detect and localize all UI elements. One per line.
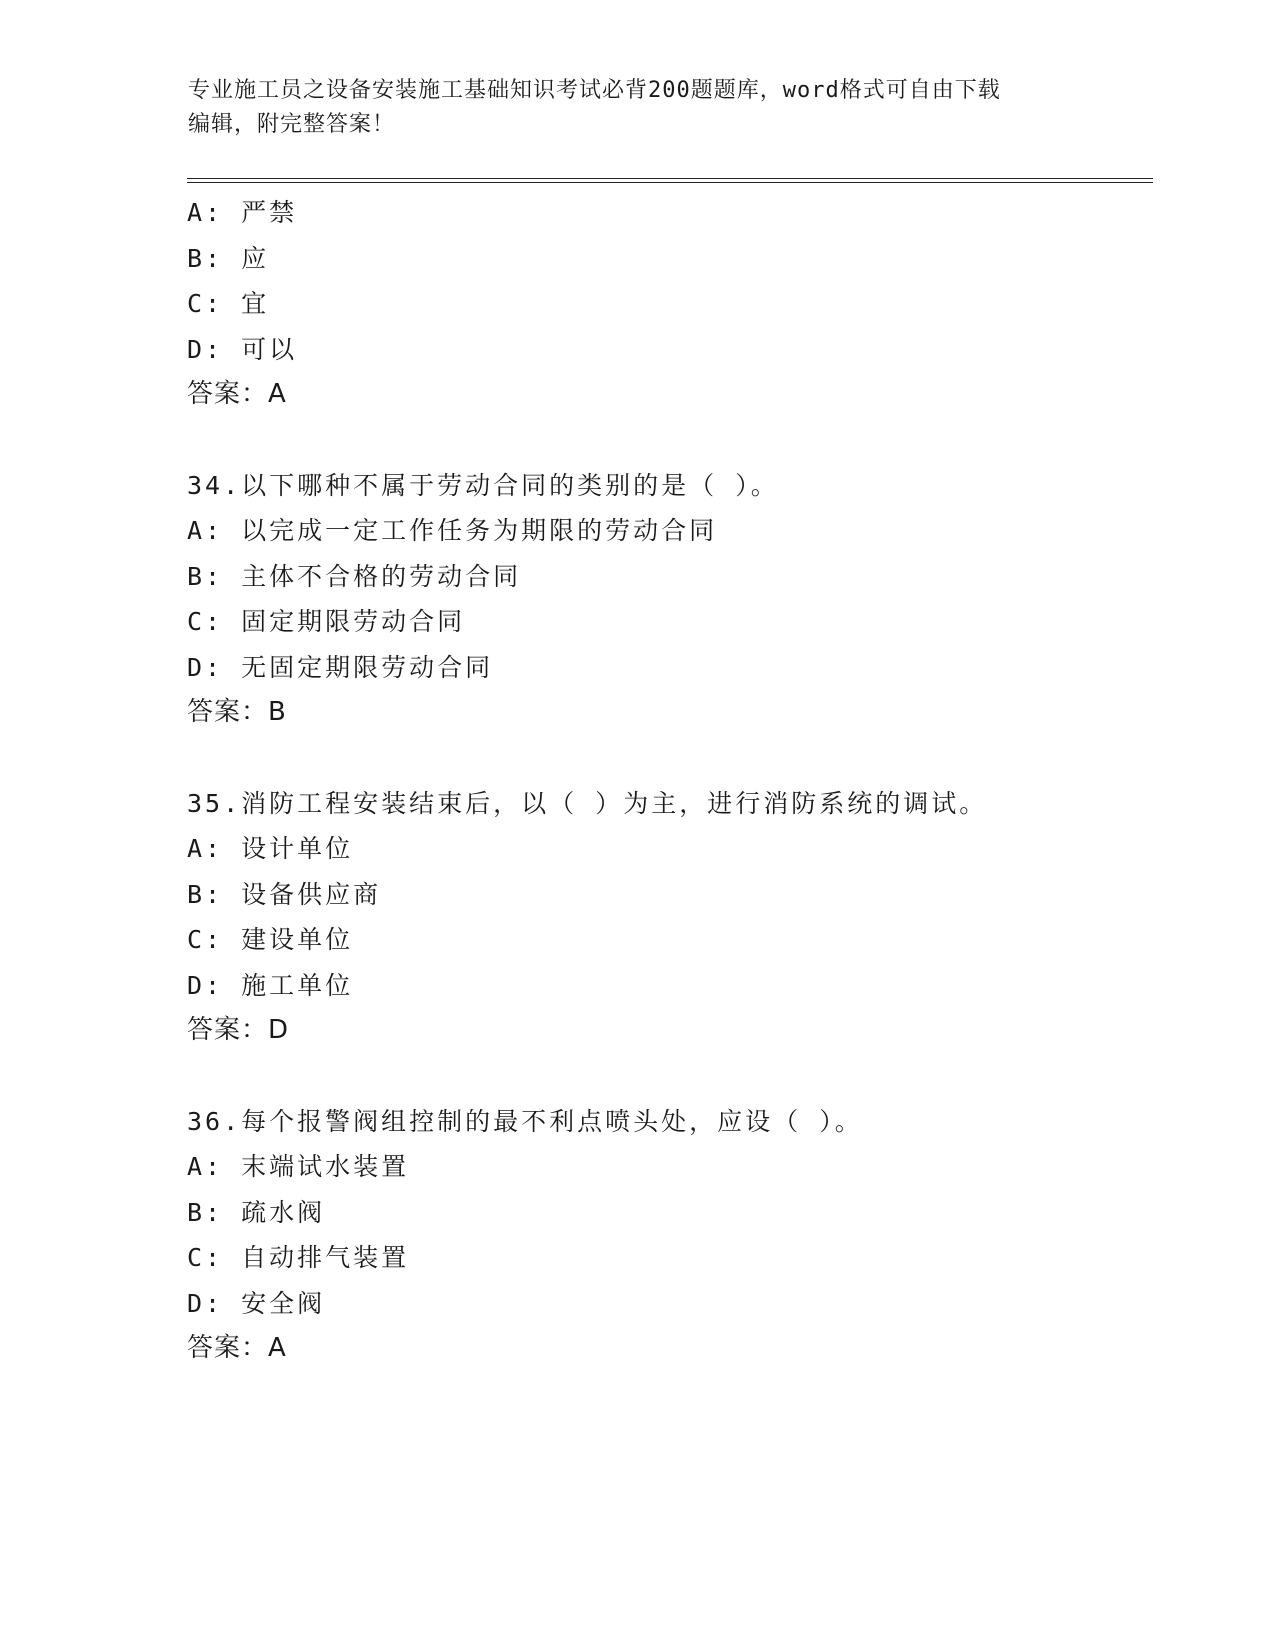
spacer (187, 736, 1147, 781)
question-33-continued (187, 190, 1147, 418)
header-title-line-1: 专业施工员之设备安装施工基础知识考试必背200题题库，word格式可自由下载 (188, 78, 1001, 103)
option-a: A: 设计单位 (187, 834, 354, 863)
option-a: A: 严禁 (187, 198, 298, 227)
option-a: A: 末端试水装置 (187, 1152, 410, 1181)
spacer (187, 418, 1147, 463)
header-title-line-2: 编辑，附完整答案！ (188, 112, 396, 137)
spacer (187, 1054, 1147, 1099)
option-b: B: 主体不合格的劳动合同 (187, 561, 522, 591)
option-a: A: 以完成一定工作任务为期限的劳动合同 (187, 516, 718, 545)
option-b: B: 应 (187, 243, 270, 273)
answer-line: 答案：A (187, 379, 287, 409)
answer-line: 答案：D (187, 1015, 290, 1045)
option-d: D: 安全阀 (187, 1288, 326, 1318)
option-c: C: 固定期限劳动合同 (187, 607, 466, 636)
answer-line: 答案：B (187, 697, 287, 727)
option-b: B: 设备供应商 (187, 879, 382, 909)
header-divider-bottom (187, 182, 1153, 183)
question-36 (187, 1099, 1147, 1372)
question-stem: 36.每个报警阀组控制的最不利点喷头处，应设（ ）。 (187, 1106, 863, 1136)
option-c: C: 自动排气装置 (187, 1243, 410, 1272)
option-b: B: 疏水阀 (187, 1197, 326, 1227)
option-c: C: 宜 (187, 289, 270, 318)
header-divider-top (187, 178, 1153, 179)
answer-line: 答案：A (187, 1333, 287, 1363)
option-d: D: 施工单位 (187, 970, 354, 1000)
option-d: D: 可以 (187, 334, 298, 364)
option-d: D: 无固定期限劳动合同 (187, 652, 494, 682)
question-stem: 34.以下哪种不属于劳动合同的类别的是（ ）。 (187, 470, 779, 500)
question-stem: 35.消防工程安装结束后，以（ ）为主，进行消防系统的调试。 (187, 788, 988, 818)
question-35 (187, 781, 1147, 1054)
question-list (187, 190, 1147, 1372)
option-c: C: 建设单位 (187, 925, 354, 954)
document-header (188, 74, 1088, 142)
question-34 (187, 463, 1147, 736)
